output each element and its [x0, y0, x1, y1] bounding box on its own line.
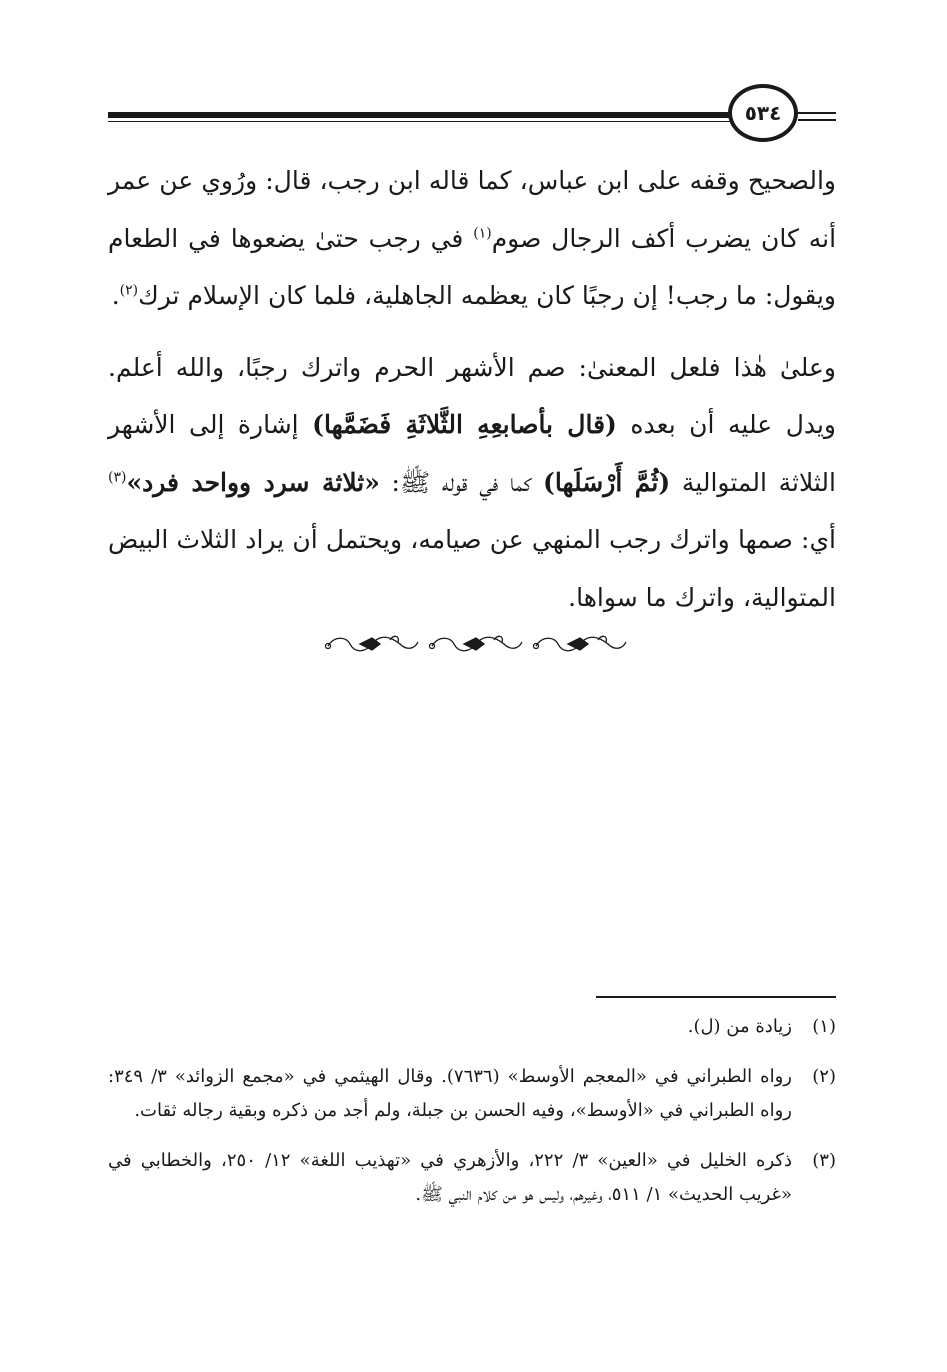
footnote-text: زيادة من (ل). [687, 1016, 792, 1037]
footnote-number: (٣) [812, 1150, 836, 1171]
text-run: والصحيح وقفه على ابن عباس، كما قاله ابن رجب، قال: ورُوي عن عمر أنه كان يضرب أكف الرجال صوم [108, 166, 837, 253]
text-run: . [111, 281, 120, 310]
floral-divider-icon [320, 630, 630, 660]
text-run: كما في قوله ﷺ: [379, 467, 544, 497]
text-run: أي: صمها واترك رجب المنهي عن صيامه، ويحتمل أن يراد الثلاث البيض المتوالية، واترك ما سواها. [108, 525, 836, 612]
text-run: في رجب حتىٰ يضعوها في الطعام ويقول: ما رجب! إن رجبًا كان يعظمه الجاهلية، فلما كان الإسلام ترك [108, 223, 836, 310]
header-rule [108, 112, 730, 118]
text-run: وعلىٰ هٰذا فلعل المعنىٰ: صم الأشهر الحرم واترك رجبًا، والله أعلم. ويدل عليه أن بعده [108, 352, 837, 439]
page-number: ٥٣٤ [728, 84, 798, 142]
footnote-number: (٢) [812, 1066, 836, 1087]
footnote [108, 1144, 836, 1212]
footnote [108, 1060, 836, 1128]
footnote-ref: (٢) [119, 282, 139, 299]
quoted-text: (قال بأصابعِهِ الثَّلاثَةِ فَضَمَّها) [312, 410, 617, 439]
footnote-ref: (٣) [108, 469, 127, 486]
footnotes [108, 1010, 836, 1228]
main-text [108, 152, 836, 626]
footnote [108, 1010, 836, 1044]
paragraph [108, 339, 836, 627]
page-header [108, 84, 836, 144]
footnote-separator [596, 996, 836, 998]
footnote-text: ذكره الخليل في «العين» ٣/ ٢٢٢، والأزهري في «تهذيب اللغة» ١٢/ ٢٥٠، والخطابي في «غريب الحديث» ١/ ٥١١، وغيرهم، وليس هو من كلام النبي ﷺ. [108, 1150, 792, 1205]
paragraph [108, 152, 836, 325]
text-run: إشارة إلى الأشهر الثلاثة المتوالية [108, 410, 836, 497]
footnote-text: رواه الطبراني في «المعجم الأوسط» (٧٦٣٦). وقال الهيثمي في «مجمع الزوائد» ٣/ ٣٤٩: رواه الطبراني في «الأوسط»، وفيه الحسن بن جبلة، ولم أجد من ذكره وبقية رجاله ثقات. [108, 1066, 792, 1121]
footnote-number: (١) [812, 1016, 836, 1037]
quoted-text: (ثُمَّ أَرْسَلَها) [543, 467, 671, 497]
header-rule-thin [108, 121, 730, 122]
footnote-ref: (١) [473, 225, 492, 242]
quoted-text: «ثلاثة سرد وواحد فرد» [126, 467, 380, 497]
header-rule-right [798, 112, 836, 121]
